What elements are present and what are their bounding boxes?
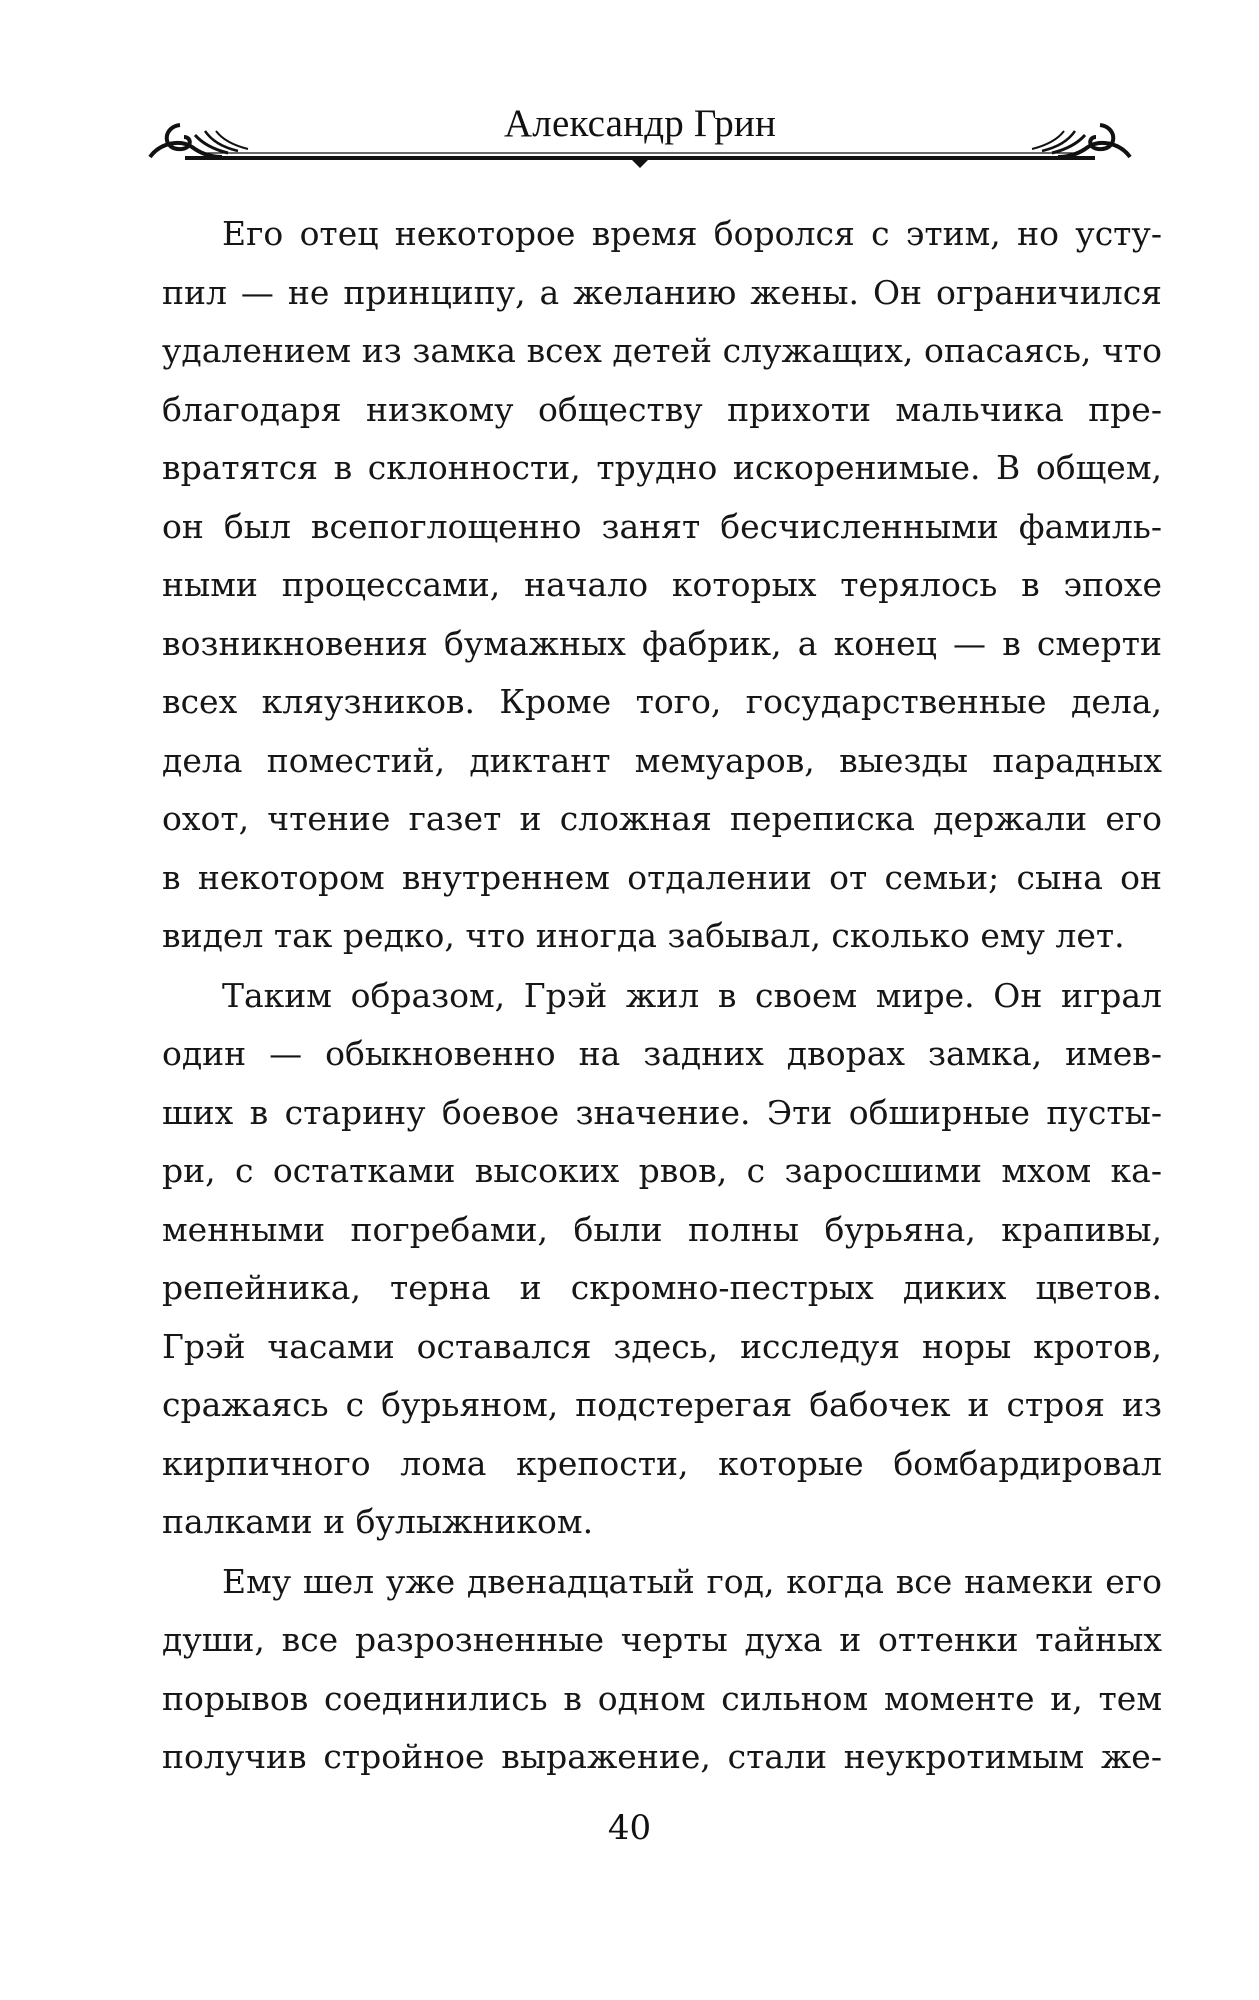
text-line: Таким образом, Грэй жил в своем мире. Он играл [222,975,1162,1015]
paragraph [162,1553,1162,1787]
text-line: ших в старину боевое значение. Эти обширные пусты- [162,1092,1162,1132]
text-line: палками и булыжником. [162,1502,594,1541]
text-line: Его отец некоторое время боролся с этим, но усту- [222,214,1162,253]
text-line: он был всепоглощенно занят бесчисленными фамиль- [162,506,1162,546]
text-line: репейника, терна и скромно-пестрых диких цветов. [162,1268,1162,1307]
text-line: Грэй часами оставался здесь, исследуя норы кротов, [162,1326,1162,1366]
text-line: охот, чтение газет и сложная переписка держали его [162,799,1162,838]
paragraph [162,967,1162,1552]
text-line: один — обыкновенно на задних дворах замка, имев- [162,1034,1162,1073]
text-line: получив стройное выражение, стали неукротимым же- [162,1737,1162,1776]
page-number: 40 [607,1808,652,1848]
paragraph [162,205,1162,966]
text-line: видел так редко, что иногда забывал, сколько ему лет. [162,916,1125,955]
text-line: кирпичного лома крепости, которые бомбардировал [162,1443,1162,1483]
body-text [162,205,1162,1787]
text-line: в некотором внутреннем отдалении от семьи; сына он [162,857,1162,897]
text-line: сражаясь с бурьяном, подстерегая бабочек и строя из [162,1385,1162,1424]
text-line: порывов соединились в одном сильном моменте и, тем [162,1678,1162,1718]
text-line: удалением из замка всех детей служащих, опасаясь, что [162,331,1162,370]
text-line: Ему шел уже двенадцатый год, когда все намеки его [222,1561,1162,1601]
text-line: возникновения бумажных фабрик, а конец — в смерти [162,623,1162,663]
text-line: пил — не принципу, а желанию жены. Он ограничился [162,272,1162,312]
text-line: вратятся в склонности, трудно искоренимые. В общем, [162,448,1162,487]
text-line: ными процессами, начало которых терялось в эпохе [162,565,1162,604]
text-line: благодаря низкому обществу прихоти мальчика пре- [162,389,1162,429]
text-line: всех кляузников. Кроме того, государственные дела, [162,682,1162,721]
text-line: ри, с остатками высоких рвов, с заросшими мхом ка- [162,1151,1162,1190]
text-line: души, все разрозненные черты духа и оттенки тайных [162,1620,1162,1659]
running-header [140,95,1140,175]
text-line: дела поместий, диктант мемуаров, выезды парадных [162,740,1162,780]
running-title: Александр Грин [503,102,777,145]
text-line: менными погребами, были полны бурьяна, крапивы, [162,1209,1162,1249]
